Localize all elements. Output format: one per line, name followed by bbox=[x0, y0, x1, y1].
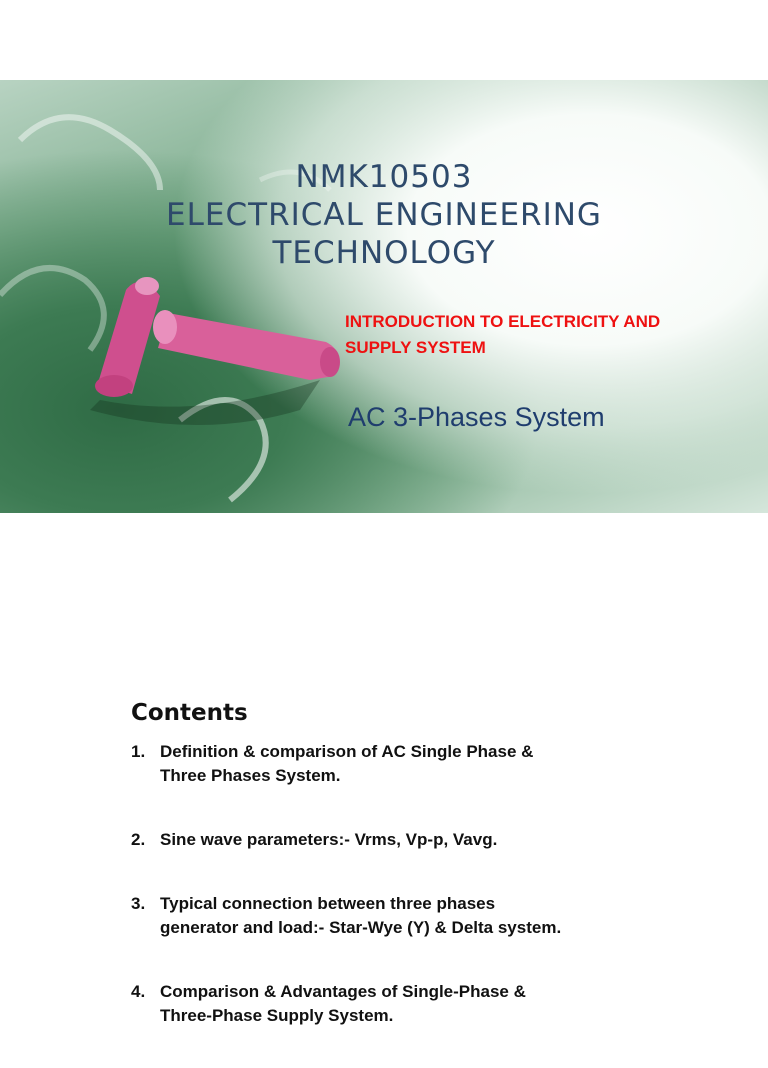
item-text bbox=[160, 892, 731, 940]
topic-heading: AC 3-Phases System bbox=[348, 402, 605, 432]
chapter-title bbox=[345, 309, 765, 361]
title-slide bbox=[0, 80, 768, 513]
course-code: NMK10503 bbox=[295, 159, 473, 195]
course-name-line1: ELECTRICAL ENGINEERING bbox=[166, 197, 602, 233]
list-item bbox=[131, 828, 731, 852]
item-text-line: Definition & comparison of AC Single Phase & bbox=[160, 742, 534, 761]
chapter-title-line2: SUPPLY SYSTEM bbox=[345, 338, 486, 357]
item-text-line: Sine wave parameters:- Vrms, Vp-p, Vavg. bbox=[160, 830, 498, 849]
list-item bbox=[131, 980, 731, 1028]
item-number: 2. bbox=[131, 830, 146, 849]
chalkboard-background bbox=[0, 80, 768, 513]
contents-list bbox=[131, 740, 731, 1028]
course-name-line2: TECHNOLOGY bbox=[272, 235, 496, 271]
contents-heading: Contents bbox=[131, 700, 248, 726]
contents-slide bbox=[131, 700, 731, 1068]
item-number: 1. bbox=[131, 742, 146, 761]
item-number: 3. bbox=[131, 894, 146, 913]
item-text bbox=[160, 740, 731, 788]
item-text bbox=[160, 828, 731, 852]
course-title bbox=[0, 158, 768, 272]
item-text-line: Three-Phase Supply System. bbox=[160, 1006, 394, 1025]
item-text-line: Comparison & Advantages of Single-Phase & bbox=[160, 982, 526, 1001]
chapter-title-line1: INTRODUCTION TO ELECTRICITY AND bbox=[345, 312, 661, 331]
item-text-line: Three Phases System. bbox=[160, 766, 341, 785]
item-text bbox=[160, 980, 731, 1028]
list-item bbox=[131, 892, 731, 940]
item-text-line: Typical connection between three phases bbox=[160, 894, 496, 913]
item-text-line: generator and load:- Star-Wye (Y) & Delta system. bbox=[160, 918, 562, 937]
list-item bbox=[131, 740, 731, 788]
item-number: 4. bbox=[131, 982, 146, 1001]
